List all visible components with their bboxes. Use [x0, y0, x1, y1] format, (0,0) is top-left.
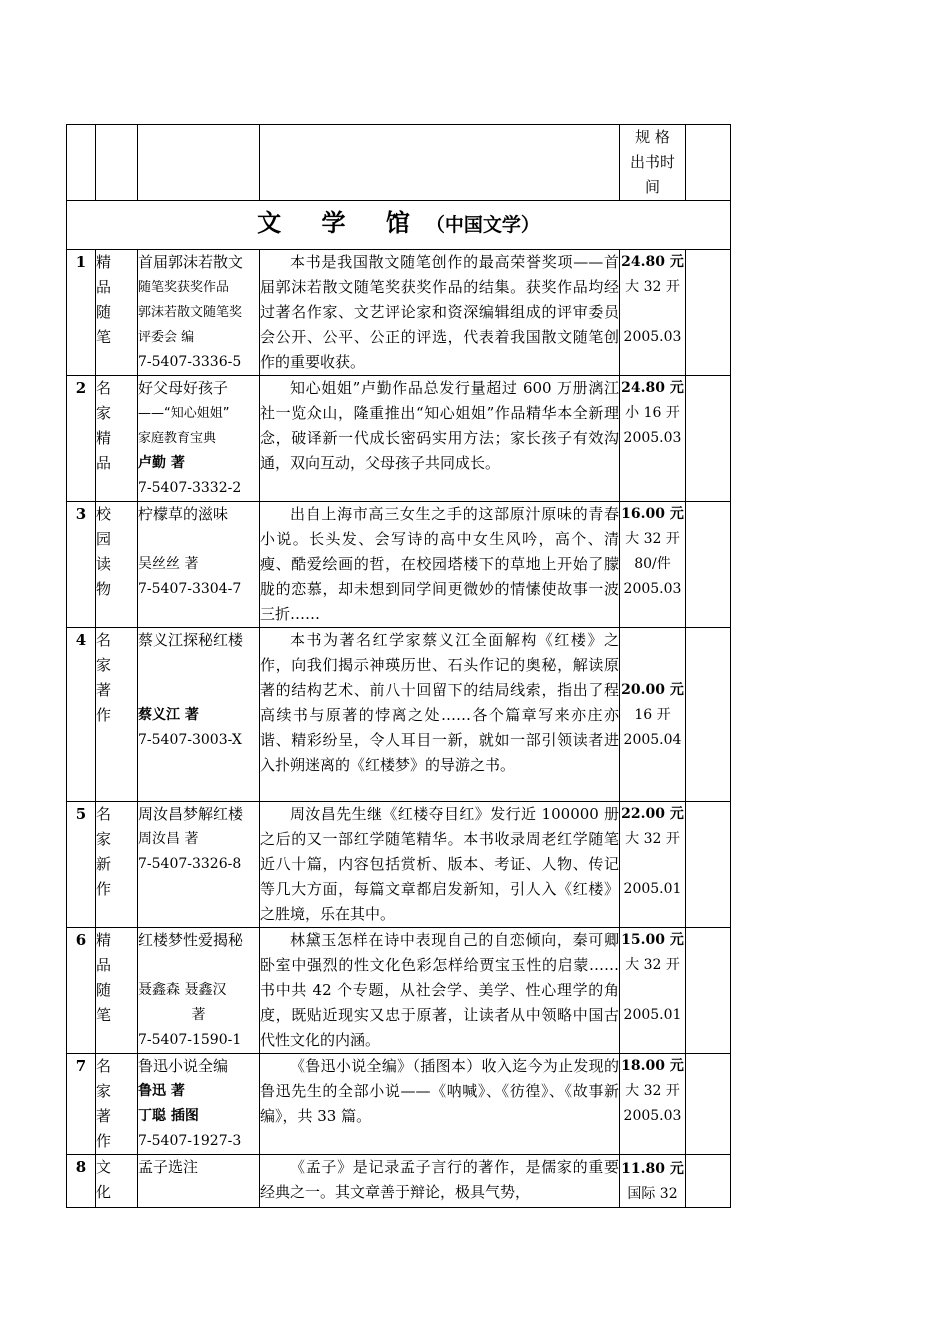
book-description: 本书为著名红学家蔡义江全面解构《红楼》之作，向我们揭示神瑛历世、石头作记的奥秘，解读原著的结构艺术、前八十回留下的结局线索，指出了程高续书与原著的悖离之处……各个篇章写来亦庄亦谐、精彩纷呈，令人耳目一新，就如一部引领读者进入扑朔迷离的《红楼梦》的导游之书。: [260, 628, 620, 802]
book-extra-cell: [686, 928, 731, 1054]
spec-header-line2: 出书时: [629, 153, 675, 171]
book-number: 1: [67, 250, 96, 376]
book-spec-cell: [620, 802, 686, 928]
book-description: 《鲁迅小说全编》（插图本）收入迄今为止发现的鲁迅先生的全部小说——《呐喊》、《彷徨》、《故事新编》，共 33 篇。: [260, 1054, 620, 1155]
book-title-cell: [138, 250, 260, 376]
spec-header-line3: 间: [644, 178, 660, 196]
book-author: 蔡义江 著: [138, 707, 199, 723]
book-title: 柠檬草的滋味: [138, 505, 229, 523]
book-price: 22.00 元: [621, 806, 684, 822]
book-size: 大 32 开: [625, 1083, 680, 1099]
book-description: 林黛玉怎样在诗中表现自己的自恋倾向，秦可卿卧室中强烈的性文化色彩怎样给贾宝玉性的启蒙……书中共 42 个专题，从社会学、美学、性心理学的角度，既贴近现实又忠于原著，让读者从中领略中国古代性文化的内涵。: [260, 928, 620, 1054]
book-date: 2005.03: [623, 1108, 682, 1124]
header-cell-category: [96, 125, 138, 201]
book-description: 知心姐姐”卢勤作品总发行量超过 600 万册漓江社一览众山，隆重推出“知心姐姐”作品精华本全新理念，破译新一代成长密码实用方法；家长孩子有效沟通，双向互动，父母孩子共同成长。: [260, 376, 620, 502]
category-char: 名: [96, 379, 112, 397]
book-title: 周汝昌梦解红楼: [138, 805, 244, 823]
book-description: 周汝昌先生继《红楼夺目红》发行近 100000 册之后的又一部红学随笔精华。本书收录周老红学随笔近八十篇，内容包括赏析、版本、考证、人物、传记等几大方面，每篇文章都启发新知，引人入《红楼》之胜境，乐在其中。: [260, 802, 620, 928]
book-date: 2005.03: [623, 430, 682, 446]
book-number: 8: [67, 1155, 96, 1208]
book-author: 吴丝丝 著: [138, 556, 199, 572]
book-row: [67, 628, 731, 802]
category-char: 品: [96, 956, 112, 974]
category-char: 随: [96, 303, 112, 321]
book-row: [67, 502, 731, 628]
header-cell-no: [67, 125, 96, 201]
book-number: 6: [67, 928, 96, 1054]
book-size: 大 32 开: [625, 831, 680, 847]
book-author: 卢勤 著: [138, 455, 185, 471]
category-char: 名: [96, 1057, 112, 1075]
book-spec-cell: [620, 628, 686, 802]
book-price: 15.00 元: [621, 932, 684, 948]
category-char: 作: [96, 880, 112, 898]
header-cell-extra: [686, 125, 731, 201]
book-isbn: 7-5407-3336-5: [138, 354, 242, 370]
section-row: [67, 201, 731, 250]
header-cell-spec: [620, 125, 686, 201]
category-char: 著: [96, 1107, 112, 1125]
category-char: 校: [96, 505, 112, 523]
spacer: [620, 852, 685, 877]
book-isbn: 7-5407-1590-1: [138, 1032, 242, 1048]
section-subtitle: （中国文学）: [425, 214, 540, 236]
book-number: 4: [67, 628, 96, 802]
spec-header-line1: 规 格: [635, 128, 670, 146]
book-title: 鲁迅小说全编: [138, 1057, 229, 1075]
book-isbn: 7-5407-3304-7: [138, 581, 242, 597]
book-title: 蔡义江探秘红楼: [138, 631, 244, 649]
book-isbn: 7-5407-3332-2: [138, 480, 242, 496]
book-size: 大 32 开: [625, 957, 680, 973]
book-category: [96, 1155, 138, 1208]
book-row: [67, 1155, 731, 1208]
category-char: 读: [96, 555, 112, 573]
book-extra-cell: [686, 1155, 731, 1208]
header-cell-title: [138, 125, 260, 201]
book-size: 小 16 开: [625, 405, 680, 421]
spacer: [620, 978, 685, 1003]
book-size: 16 开: [634, 707, 671, 723]
book-row: [67, 802, 731, 928]
book-spec-cell: [620, 502, 686, 628]
book-spec-cell: [620, 1054, 686, 1155]
category-char: 品: [96, 454, 112, 472]
book-title: ——“知心姐姐”: [138, 406, 230, 421]
book-price: 18.00 元: [621, 1058, 684, 1074]
book-title: 首届郭沫若散文: [138, 253, 244, 271]
category-char: 笔: [96, 1006, 112, 1024]
book-author: 周汝昌 著: [138, 831, 199, 847]
book-date: 2005.01: [623, 881, 682, 897]
book-isbn: 7-5407-3003-X: [138, 732, 242, 748]
book-row: [67, 376, 731, 502]
book-title: 孟子选注: [138, 1158, 199, 1176]
book-row: [67, 250, 731, 376]
book-number: 3: [67, 502, 96, 628]
category-char: 笔: [96, 328, 112, 346]
header-cell-description: [260, 125, 620, 201]
book-price: 24.80 元: [621, 380, 684, 396]
book-category: [96, 802, 138, 928]
book-author: 著: [191, 1007, 206, 1023]
book-date: 2005.03: [623, 581, 682, 597]
book-author: 鲁迅 著: [138, 1083, 185, 1099]
book-category: [96, 250, 138, 376]
book-extra: 80/件: [634, 556, 671, 572]
book-author: 聂鑫森 聂鑫汉: [138, 982, 227, 998]
book-author: 评委会 编: [138, 330, 195, 345]
category-char: 名: [96, 805, 112, 823]
book-isbn: 7-5407-1927-3: [138, 1133, 242, 1149]
book-spec-cell: [620, 250, 686, 376]
book-title: 家庭教育宝典: [138, 431, 217, 446]
book-price: 11.80 元: [621, 1161, 684, 1177]
section-title-cell: [67, 201, 731, 250]
category-char: 精: [96, 429, 112, 447]
spacer: [138, 527, 259, 552]
book-spec-cell: [620, 376, 686, 502]
book-title-cell: [138, 502, 260, 628]
book-price: 20.00 元: [621, 682, 684, 698]
book-spec-cell: [620, 928, 686, 1054]
book-rows: [67, 250, 731, 1208]
category-char: 随: [96, 981, 112, 999]
book-category: [96, 628, 138, 802]
category-char: 家: [96, 656, 112, 674]
book-category: [96, 376, 138, 502]
book-extra-cell: [686, 1054, 731, 1155]
book-title-cell: [138, 802, 260, 928]
category-char: 家: [96, 404, 112, 422]
category-char: 新: [96, 855, 112, 873]
category-char: 精: [96, 253, 112, 271]
category-char: 品: [96, 278, 112, 296]
book-number: 7: [67, 1054, 96, 1155]
book-description: 本书是我国散文随笔创作的最高荣誉奖项——首届郭沫若散文随笔奖获奖作品的结集。获奖作品均经过著名作家、文艺评论家和资深编辑组成的评审委员会公开、公平、公正的评选，代表着我国散文随笔创作的重要收获。: [260, 250, 620, 376]
book-isbn: 7-5407-3326-8: [138, 856, 242, 872]
book-category: [96, 1054, 138, 1155]
category-char: 著: [96, 681, 112, 699]
book-extra-cell: [686, 376, 731, 502]
category-char: 名: [96, 631, 112, 649]
book-extra-cell: [686, 628, 731, 802]
book-price: 24.80 元: [621, 254, 684, 270]
book-number: 2: [67, 376, 96, 502]
spacer: [620, 300, 685, 325]
book-date: 2005.03: [623, 329, 682, 345]
book-title: 随笔奖获奖作品: [138, 280, 230, 295]
category-char: 家: [96, 1082, 112, 1100]
book-author: 郭沫若散文随笔奖: [138, 305, 243, 320]
book-spec-cell: [620, 1155, 686, 1208]
book-title-cell: [138, 1155, 260, 1208]
book-extra-cell: [686, 802, 731, 928]
category-char: 物: [96, 580, 112, 598]
spacer: [138, 678, 259, 703]
book-extra-cell: [686, 502, 731, 628]
section-title: 文 学 馆: [257, 209, 426, 237]
book-author: 丁聪 插图: [138, 1108, 199, 1124]
book-date: 2005.04: [623, 732, 682, 748]
category-char: 精: [96, 931, 112, 949]
book-size: 大 32 开: [625, 279, 680, 295]
category-char: 文: [96, 1158, 112, 1176]
book-extra-cell: [686, 250, 731, 376]
category-char: 作: [96, 706, 112, 724]
book-size: 大 32 开: [625, 531, 680, 547]
book-size: 国际 32: [627, 1186, 678, 1202]
category-char: 家: [96, 830, 112, 848]
book-title: 红楼梦性爱揭秘: [138, 931, 244, 949]
category-char: 化: [96, 1183, 112, 1201]
book-description: 出自上海市高三女生之手的这部原汁原味的青春小说。长头发、会写诗的高中女生风吟，高个、清瘦、酷爱绘画的哲，在校园塔楼下的草地上开始了朦胧的恋慕，却未想到同学间更微妙的情愫使故事一波三折……: [260, 502, 620, 628]
book-row: [67, 1054, 731, 1155]
spacer: [138, 953, 259, 978]
book-title-cell: [138, 628, 260, 802]
book-category: [96, 928, 138, 1054]
spacer: [138, 653, 259, 678]
book-title: 好父母好孩子: [138, 379, 229, 397]
book-date: 2005.01: [623, 1007, 682, 1023]
book-price: 16.00 元: [621, 506, 684, 522]
book-catalog-table: [66, 124, 731, 1208]
book-row: [67, 928, 731, 1054]
header-row: [67, 125, 731, 201]
book-category: [96, 502, 138, 628]
category-char: 园: [96, 530, 112, 548]
book-title-cell: [138, 1054, 260, 1155]
book-number: 5: [67, 802, 96, 928]
book-title-cell: [138, 928, 260, 1054]
category-char: 作: [96, 1132, 112, 1150]
book-title-cell: [138, 376, 260, 502]
book-description: 《孟子》是记录孟子言行的著作，是儒家的重要经典之一。其文章善于辩论，极具气势，: [260, 1155, 620, 1208]
